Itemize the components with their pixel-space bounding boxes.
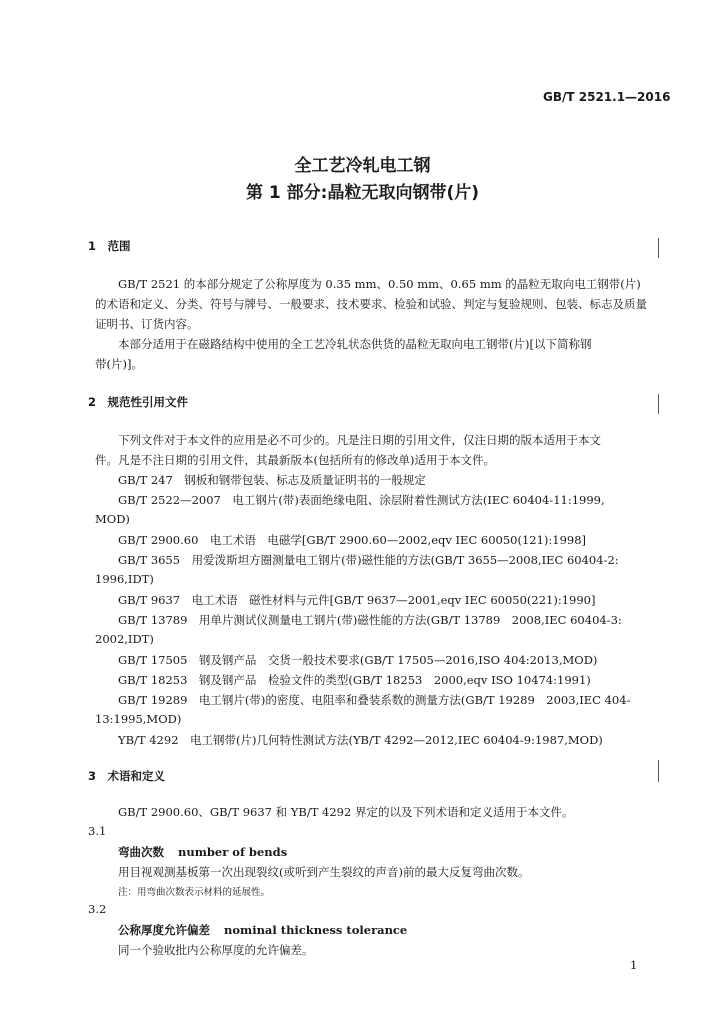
reference-item: GB/T 3655 用爱泼斯坦方圈测量电工钢片(带)磁性能的方法(GB/T 3655—2008,IEC 60404-2:	[118, 553, 619, 567]
reference-item-cont: 1996,IDT)	[95, 572, 154, 586]
section-1-para2-line1: 本部分适用于在磁路结构中使用的全工艺冷轧状态供货的晶粒无取向电工钢带(片)[以下简称钢	[118, 337, 592, 351]
margin-mark	[658, 394, 659, 414]
section-3-intro: GB/T 2900.60、GB/T 9637 和 YB/T 4292 界定的以及下列术语和定义适用于本文件。	[118, 805, 574, 819]
reference-item: GB/T 2522—2007 电工钢片(带)表面绝缘电阻、涂层附着性测试方法(IEC 60404-11:1999,	[118, 493, 605, 507]
term-number: 3.2	[88, 902, 107, 916]
section-1-para1-line2: 的术语和定义、分类、符号与牌号、一般要求、技术要求、检验和试验、判定与复验规则、包装、标志及质量	[95, 297, 647, 311]
reference-item: GB/T 247 钢板和钢带包装、标志及质量证明书的一般规定	[118, 473, 426, 487]
reference-item-cont: 13:1995,MOD)	[95, 712, 182, 726]
reference-item-cont: MOD)	[95, 512, 130, 526]
section-1-para2-line2: 带(片)]。	[95, 357, 143, 371]
term-heading	[118, 922, 407, 938]
term-chinese: 公称厚度允许偏差	[118, 923, 210, 937]
reference-item: GB/T 2900.60 电工术语 电磁学[GB/T 2900.60—2002,eqv IEC 60050(121):1998]	[118, 533, 587, 547]
term-chinese: 弯曲次数	[118, 845, 164, 859]
term-definition: 同一个验收批内公称厚度的允许偏差。	[118, 943, 314, 957]
document-title-line2: 第 1 部分:晶粒无取向钢带(片)	[245, 183, 479, 203]
standard-number: GB/T 2521.1—2016	[543, 90, 671, 104]
reference-item: GB/T 19289 电工钢片(带)的密度、电阻率和叠装系数的测量方法(GB/T 19289 2003,IEC 404-	[118, 693, 631, 707]
section-2-intro-line2: 件。凡是不注日期的引用文件，其最新版本(包括所有的修改单)适用于本文件。	[95, 453, 495, 467]
term-english: number of bends	[178, 845, 288, 859]
term-note: 注：用弯曲次数表示材料的延展性。	[118, 887, 271, 898]
margin-mark	[658, 238, 659, 258]
document-title-line1: 全工艺冷轧电工钢	[294, 156, 431, 176]
section-1-heading: 1 范围	[88, 239, 131, 253]
reference-item: GB/T 17505 钢及钢产品 交货一般技术要求(GB/T 17505—2016,ISO 404:2013,MOD)	[118, 653, 598, 667]
section-1-para1-line1: GB/T 2521 的本部分规定了公称厚度为 0.35 mm、0.50 mm、0.65 mm 的晶粒无取向电工钢带(片)	[118, 277, 641, 291]
term-definition: 用目视观测基板第一次出现裂纹(或听到产生裂纹的声音)前的最大反复弯曲次数。	[118, 865, 530, 879]
section-2-heading: 2 规范性引用文件	[88, 395, 189, 409]
reference-item-cont: 2002,IDT)	[95, 632, 154, 646]
term-heading	[118, 844, 287, 860]
term-number: 3.1	[88, 824, 107, 838]
section-1-para1-line3: 证明书、订货内容。	[95, 317, 199, 331]
margin-mark	[658, 760, 659, 782]
page-number: 1	[630, 958, 638, 972]
section-3-heading: 3 术语和定义	[88, 769, 166, 783]
reference-item: YB/T 4292 电工钢带(片)几何特性测试方法(YB/T 4292—2012,IEC 60404-9:1987,MOD)	[118, 733, 603, 747]
reference-item: GB/T 9637 电工术语 磁性材料与元件[GB/T 9637—2001,eqv IEC 60050(221):1990]	[118, 593, 596, 607]
reference-item: GB/T 18253 钢及钢产品 检验文件的类型(GB/T 18253 2000,eqv ISO 10474:1991)	[118, 673, 591, 687]
section-2-intro-line1: 下列文件对于本文件的应用是必不可少的。凡是注日期的引用文件，仅注日期的版本适用于本文	[118, 433, 601, 447]
term-english: nominal thickness tolerance	[224, 923, 408, 937]
reference-item: GB/T 13789 用单片测试仪测量电工钢片(带)磁性能的方法(GB/T 13789 2008,IEC 60404-3:	[118, 613, 622, 627]
